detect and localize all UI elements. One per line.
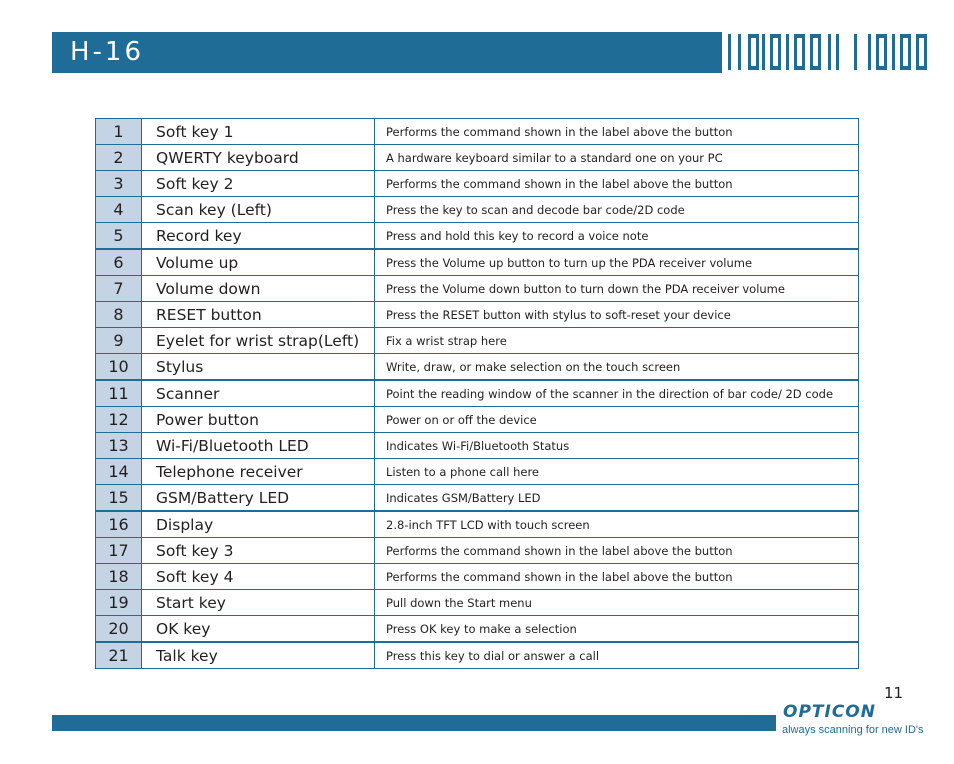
- table-row: [96, 511, 859, 538]
- row-number: 20: [96, 616, 142, 643]
- row-number: 10: [96, 354, 142, 381]
- part-description: Press and hold this key to record a voice note: [375, 223, 859, 250]
- row-number: 2: [96, 145, 142, 171]
- row-number: 6: [96, 249, 142, 276]
- part-description: Press the Volume up button to turn up the PDA receiver volume: [375, 249, 859, 276]
- row-number: 15: [96, 485, 142, 512]
- row-number: 17: [96, 538, 142, 564]
- barcode-logo-icon: [728, 34, 934, 70]
- part-description: Press the RESET button with stylus to soft-reset your device: [375, 302, 859, 328]
- part-name: Soft key 3: [142, 538, 375, 564]
- table-row: [96, 276, 859, 302]
- part-description: Point the reading window of the scanner in the direction of bar code/ 2D code: [375, 380, 859, 407]
- row-number: 5: [96, 223, 142, 250]
- table-row: [96, 119, 859, 145]
- part-name: Scanner: [142, 380, 375, 407]
- part-name: Record key: [142, 223, 375, 250]
- part-description: Indicates Wi-Fi/Bluetooth Status: [375, 433, 859, 459]
- row-number: 16: [96, 511, 142, 538]
- table-row: [96, 328, 859, 354]
- parts-table: [95, 118, 859, 669]
- row-number: 18: [96, 564, 142, 590]
- page-number: 11: [884, 684, 904, 702]
- part-description: Write, draw, or make selection on the touch screen: [375, 354, 859, 381]
- row-number: 7: [96, 276, 142, 302]
- part-name: Soft key 1: [142, 119, 375, 145]
- part-name: Scan key (Left): [142, 197, 375, 223]
- table-row: [96, 145, 859, 171]
- table-row: [96, 380, 859, 407]
- row-number: 21: [96, 642, 142, 669]
- table-row: [96, 485, 859, 512]
- part-description: Press the Volume down button to turn down the PDA receiver volume: [375, 276, 859, 302]
- table-row: [96, 407, 859, 433]
- part-name: Wi-Fi/Bluetooth LED: [142, 433, 375, 459]
- part-name: Power button: [142, 407, 375, 433]
- row-number: 8: [96, 302, 142, 328]
- row-number: 12: [96, 407, 142, 433]
- table-row: [96, 197, 859, 223]
- table-row: [96, 354, 859, 381]
- parts-table-body: [96, 119, 859, 669]
- part-description: A hardware keyboard similar to a standard one on your PC: [375, 145, 859, 171]
- part-description: Performs the command shown in the label above the button: [375, 564, 859, 590]
- part-name: Talk key: [142, 642, 375, 669]
- table-row: [96, 302, 859, 328]
- part-description: Press the key to scan and decode bar code/2D code: [375, 197, 859, 223]
- row-number: 1: [96, 119, 142, 145]
- part-description: Press this key to dial or answer a call: [375, 642, 859, 669]
- part-name: Volume down: [142, 276, 375, 302]
- part-name: Soft key 2: [142, 171, 375, 197]
- part-name: RESET button: [142, 302, 375, 328]
- footer-band: [52, 715, 776, 731]
- table-row: [96, 459, 859, 485]
- page-title: H-16: [70, 37, 145, 67]
- row-number: 9: [96, 328, 142, 354]
- table-row: [96, 433, 859, 459]
- table-row: [96, 538, 859, 564]
- row-number: 14: [96, 459, 142, 485]
- table-row: [96, 171, 859, 197]
- part-description: Press OK key to make a selection: [375, 616, 859, 643]
- part-description: Fix a wrist strap here: [375, 328, 859, 354]
- part-name: GSM/Battery LED: [142, 485, 375, 512]
- part-name: Eyelet for wrist strap(Left): [142, 328, 375, 354]
- part-name: Soft key 4: [142, 564, 375, 590]
- row-number: 19: [96, 590, 142, 616]
- part-description: Performs the command shown in the label above the button: [375, 538, 859, 564]
- table-row: [96, 249, 859, 276]
- row-number: 4: [96, 197, 142, 223]
- part-description: 2.8-inch TFT LCD with touch screen: [375, 511, 859, 538]
- row-number: 3: [96, 171, 142, 197]
- part-name: Volume up: [142, 249, 375, 276]
- part-name: OK key: [142, 616, 375, 643]
- part-name: Display: [142, 511, 375, 538]
- header-band: [52, 32, 722, 73]
- part-description: Listen to a phone call here: [375, 459, 859, 485]
- part-name: Telephone receiver: [142, 459, 375, 485]
- part-description: Indicates GSM/Battery LED: [375, 485, 859, 512]
- table-row: [96, 590, 859, 616]
- brand-tagline: always scanning for new ID's: [782, 724, 924, 736]
- opticon-logo: OPTICON: [783, 702, 876, 722]
- table-row: [96, 616, 859, 643]
- part-name: QWERTY keyboard: [142, 145, 375, 171]
- row-number: 11: [96, 380, 142, 407]
- row-number: 13: [96, 433, 142, 459]
- part-name: Stylus: [142, 354, 375, 381]
- part-description: Performs the command shown in the label above the button: [375, 119, 859, 145]
- table-row: [96, 223, 859, 250]
- part-description: Power on or off the device: [375, 407, 859, 433]
- table-row: [96, 564, 859, 590]
- table-row: [96, 642, 859, 669]
- part-description: Pull down the Start menu: [375, 590, 859, 616]
- part-description: Performs the command shown in the label above the button: [375, 171, 859, 197]
- part-name: Start key: [142, 590, 375, 616]
